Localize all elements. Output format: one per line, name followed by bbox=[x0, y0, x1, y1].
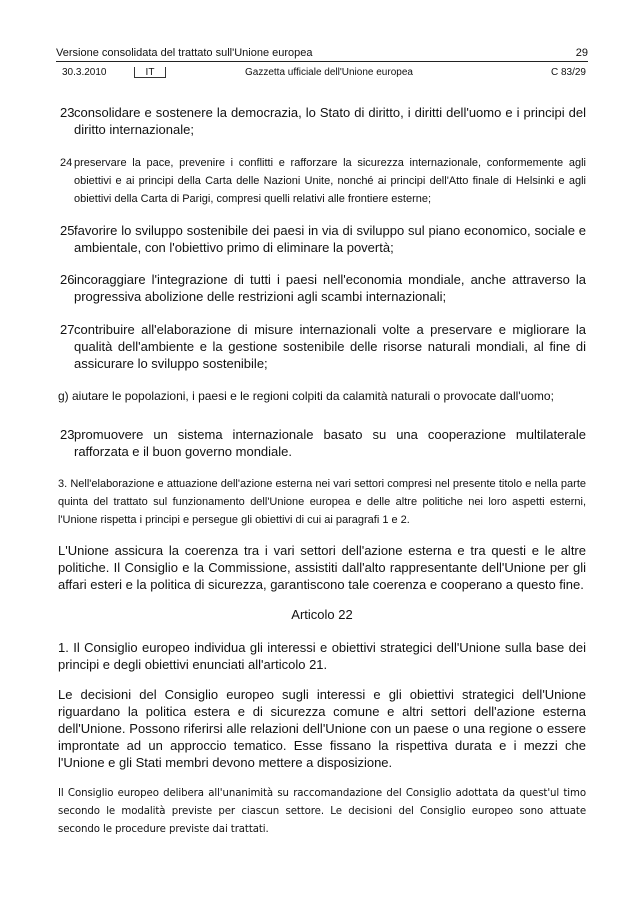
list-item-number: 24 bbox=[60, 157, 73, 169]
list-item-number: 23 bbox=[60, 105, 75, 120]
gazette-language: IT bbox=[134, 67, 166, 78]
list-item-number: 27 bbox=[60, 322, 75, 337]
list-item bbox=[60, 154, 586, 208]
list-item-g bbox=[58, 388, 594, 405]
gazette-reference: C 83/29 bbox=[550, 67, 586, 78]
list-item-text: contribuire all'elaborazione di misure internazionali volte a preservare e migliorare la qualità dell'ambiente e la gestione sostenibile delle risorse naturali mondiali, al fine di assicurare lo sviluppo sostenibile; bbox=[74, 322, 586, 371]
decisions-paragraph bbox=[58, 686, 586, 771]
list-item bbox=[60, 104, 586, 138]
gazette-title: Gazzetta ufficiale dell'Unione europea bbox=[245, 67, 413, 78]
article-heading-text: Articolo 22 bbox=[291, 607, 353, 622]
article-heading bbox=[58, 606, 586, 623]
list-item bbox=[60, 426, 586, 460]
gazette-date: 30.3.2010 bbox=[62, 67, 107, 78]
paragraph-3 bbox=[58, 475, 586, 529]
paragraph-text: 1. Il Consiglio europeo individua gli interessi e obiettivi strategici dell'Unione sulla base dei principi e degli obiettivi enunciati all'articolo 21. bbox=[58, 640, 586, 672]
article-22-paragraph-1 bbox=[58, 639, 586, 673]
paragraph-text: 3. Nell'elaborazione e attuazione dell'azione esterna nei vari settori compresi nel presente titolo e nella parte quinta del trattato sul funzionamento dell'Unione europea e delle altre politiche nei loro aspetti esterni, l'Unione rispetta i principi e persegue gli obiettivi di cui ai paragrafi 1 e 2. bbox=[58, 478, 586, 526]
running-header bbox=[56, 47, 588, 62]
page-number: 29 bbox=[575, 47, 588, 59]
list-item-number: 25 bbox=[60, 223, 75, 238]
gazette-header bbox=[62, 67, 586, 81]
list-item-text: consolidare e sostenere la democrazia, lo Stato di diritto, i diritti dell'uomo e i principi del diritto internazionale; bbox=[74, 105, 586, 137]
list-item-number: 23 bbox=[60, 427, 75, 442]
list-item bbox=[60, 271, 586, 305]
running-header-title: Versione consolidata del trattato sull'Unione europea bbox=[56, 47, 313, 59]
list-item-text: promuovere un sistema internazionale basato su una cooperazione multilaterale rafforzata e il buon governo mondiale. bbox=[74, 427, 586, 459]
list-item-text: preservare la pace, prevenire i conflitti e rafforzare la sicurezza internazionale, conformemente agli obiettivi e ai principi della Carta delle Nazioni Unite, nonché ai principi dell'Atto finale di Helsinki e agli obiettivi della Carta di Parigi, compresi quelli relativi alle frontiere esterne; bbox=[74, 157, 586, 205]
paragraph-text: Le decisioni del Consiglio europeo sugli interessi e gli obiettivi strategici dell'Unione riguardano la politica estera e di sicurezza comune e altri settori dell'azione esterna dell'Unione. Possono riferirsi alle relazioni dell'Unione con un paese o una regione o essere improntate ad un approccio tematico. Esse fissano la rispettiva durata e i mezzi che l'Unione e gli Stati membri devono mettere a disposizione. bbox=[58, 687, 586, 770]
list-item-text: favorire lo sviluppo sostenibile dei paesi in via di sviluppo sul piano economico, sociale e ambientale, con l'obiettivo primo di eliminare la povertà; bbox=[74, 223, 586, 255]
paragraph-text: Il Consiglio europeo delibera all'unanimità su raccomandazione del Consiglio adottata da quest'ul timo secondo le modalità previste per ciascun settore. Le decisioni del Consiglio europeo sono attuate secondo le procedure previste dai trattati. bbox=[58, 788, 586, 835]
list-item-text: g) aiutare le popolazioni, i paesi e le regioni colpiti da calamità naturali o provocate dall'uomo; bbox=[58, 389, 554, 403]
list-item bbox=[60, 222, 586, 256]
list-item bbox=[60, 321, 586, 372]
list-item-number: 26 bbox=[60, 272, 75, 287]
coherence-paragraph bbox=[58, 542, 586, 593]
list-item-text: incoraggiare l'integrazione di tutti i paesi nell'economia mondiale, anche attraverso la progressiva abolizione delle restrizioni agli scambi internazionali; bbox=[74, 272, 586, 304]
paragraph-text: L'Unione assicura la coerenza tra i vari settori dell'azione esterna e tra questi e le altre politiche. Il Consiglio e la Commissione, assistiti dall'alto rappresentante dell'Unione per gli affari esteri e la politica di sicurezza, garantiscono tale coerenza e cooperano a questo fine. bbox=[58, 543, 586, 592]
unanimity-paragraph bbox=[58, 785, 586, 839]
